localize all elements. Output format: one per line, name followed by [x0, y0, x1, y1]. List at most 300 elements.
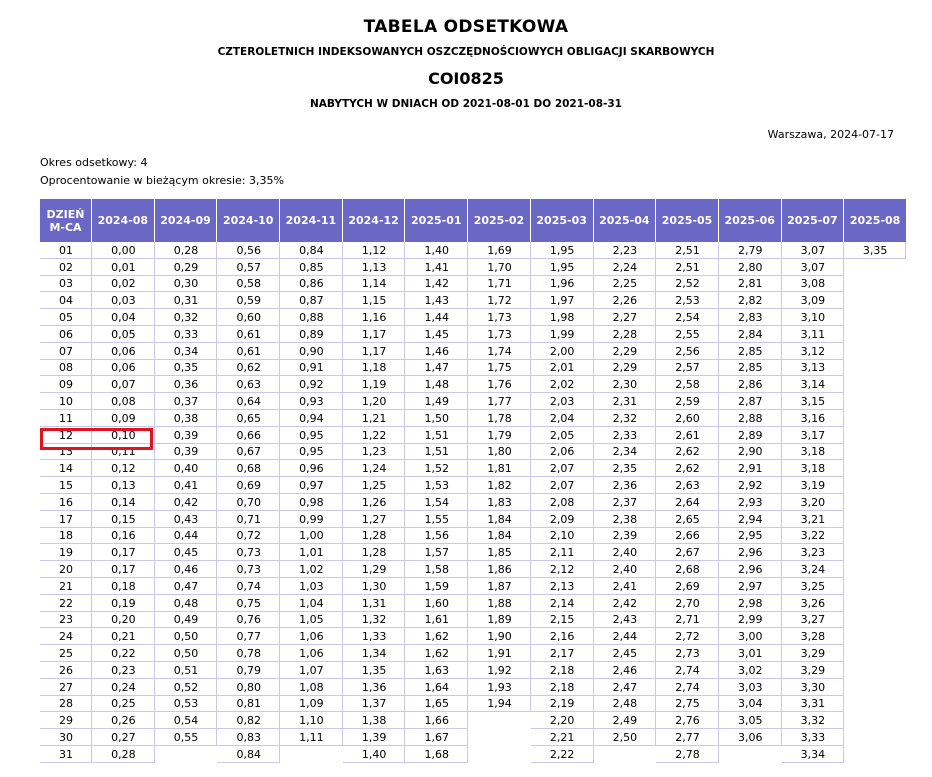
value-cell: 1,69	[468, 242, 531, 259]
value-cell: 1,28	[343, 528, 406, 545]
value-cell: 2,72	[656, 628, 719, 645]
value-cell: 0,39	[155, 444, 218, 461]
day-cell: 11	[40, 410, 92, 427]
month-column-header: 2024-09	[155, 199, 218, 242]
value-cell: 2,15	[531, 612, 594, 629]
value-cell: 2,96	[719, 544, 782, 561]
value-cell: 2,35	[594, 460, 657, 477]
value-cell: 1,19	[343, 376, 406, 393]
value-cell: 1,36	[343, 679, 406, 696]
value-cell: 0,61	[217, 326, 280, 343]
value-cell: 2,59	[656, 393, 719, 410]
value-cell	[844, 360, 906, 377]
value-cell: 1,94	[468, 696, 531, 713]
day-cell: 01	[40, 242, 92, 259]
value-cell: 3,01	[719, 645, 782, 662]
day-cell: 12	[40, 427, 92, 444]
value-cell: 0,28	[92, 746, 155, 763]
table-row	[40, 410, 906, 427]
value-cell: 2,56	[656, 343, 719, 360]
value-cell: 0,39	[155, 427, 218, 444]
value-cell: 1,41	[405, 259, 468, 276]
month-column-header: 2024-11	[280, 199, 343, 242]
value-cell: 1,74	[468, 343, 531, 360]
value-cell: 0,65	[217, 410, 280, 427]
table-row	[40, 292, 906, 309]
day-cell: 03	[40, 276, 92, 293]
value-cell: 0,73	[217, 561, 280, 578]
value-cell: 1,25	[343, 477, 406, 494]
value-cell: 0,60	[217, 309, 280, 326]
value-cell: 1,56	[405, 528, 468, 545]
interest-period: Okres odsetkowy: 4	[40, 156, 148, 169]
value-cell: 1,17	[343, 343, 406, 360]
value-cell: 1,67	[405, 729, 468, 746]
value-cell: 1,73	[468, 309, 531, 326]
table-row	[40, 612, 906, 629]
value-cell: 0,66	[217, 427, 280, 444]
value-cell: 1,84	[468, 528, 531, 545]
value-cell	[844, 259, 906, 276]
value-cell	[844, 729, 906, 746]
value-cell	[468, 729, 531, 746]
value-cell: 2,08	[531, 494, 594, 511]
value-cell: 2,99	[719, 612, 782, 629]
value-cell: 0,34	[155, 343, 218, 360]
value-cell	[844, 477, 906, 494]
value-cell: 2,18	[531, 662, 594, 679]
value-cell: 0,10	[92, 427, 155, 444]
value-cell: 1,10	[280, 712, 343, 729]
value-cell: 0,48	[155, 595, 218, 612]
value-cell: 3,04	[719, 696, 782, 713]
value-cell: 0,45	[155, 544, 218, 561]
value-cell: 1,86	[468, 561, 531, 578]
value-cell: 0,93	[280, 393, 343, 410]
value-cell: 0,28	[155, 242, 218, 259]
value-cell: 0,99	[280, 511, 343, 528]
value-cell: 2,06	[531, 444, 594, 461]
value-cell: 0,59	[217, 292, 280, 309]
value-cell: 2,28	[594, 326, 657, 343]
value-cell: 0,68	[217, 460, 280, 477]
purchase-range: NABYTYCH W DNIACH OD 2021-08-01 DO 2021-08-31	[310, 98, 622, 110]
value-cell: 0,71	[217, 511, 280, 528]
value-cell	[844, 494, 906, 511]
value-cell: 1,24	[343, 460, 406, 477]
value-cell: 1,16	[343, 309, 406, 326]
value-cell: 2,80	[719, 259, 782, 276]
value-cell	[844, 746, 906, 763]
value-cell: 1,43	[405, 292, 468, 309]
value-cell: 0,16	[92, 528, 155, 545]
bond-code: COI0825	[428, 69, 504, 88]
value-cell: 1,48	[405, 376, 468, 393]
value-cell: 2,07	[531, 477, 594, 494]
value-cell: 2,36	[594, 477, 657, 494]
value-cell: 2,41	[594, 578, 657, 595]
value-cell: 0,49	[155, 612, 218, 629]
value-cell: 2,11	[531, 544, 594, 561]
value-cell: 0,58	[217, 276, 280, 293]
value-cell: 0,95	[280, 444, 343, 461]
table-row	[40, 511, 906, 528]
value-cell: 1,06	[280, 645, 343, 662]
value-cell	[844, 292, 906, 309]
value-cell: 0,27	[92, 729, 155, 746]
value-cell: 0,62	[217, 360, 280, 377]
value-cell: 3,23	[782, 544, 845, 561]
value-cell: 3,18	[782, 444, 845, 461]
month-column-header: 2025-05	[656, 199, 719, 242]
value-cell: 2,55	[656, 326, 719, 343]
value-cell: 2,27	[594, 309, 657, 326]
value-cell: 3,00	[719, 628, 782, 645]
value-cell: 1,91	[468, 645, 531, 662]
value-cell: 0,33	[155, 326, 218, 343]
month-column-header: 2025-07	[782, 199, 845, 242]
value-cell: 0,92	[280, 376, 343, 393]
table-row	[40, 746, 906, 763]
table-row	[40, 242, 906, 259]
value-cell: 0,47	[155, 578, 218, 595]
value-cell: 3,08	[782, 276, 845, 293]
value-cell: 1,23	[343, 444, 406, 461]
value-cell: 0,06	[92, 360, 155, 377]
value-cell: 1,75	[468, 360, 531, 377]
value-cell: 2,98	[719, 595, 782, 612]
value-cell: 0,50	[155, 645, 218, 662]
value-cell: 0,21	[92, 628, 155, 645]
day-cell: 22	[40, 595, 92, 612]
table-row	[40, 309, 906, 326]
value-cell: 1,05	[280, 612, 343, 629]
month-column-header: 2024-10	[217, 199, 280, 242]
value-cell: 2,46	[594, 662, 657, 679]
value-cell: 0,61	[217, 343, 280, 360]
value-cell: 1,34	[343, 645, 406, 662]
value-cell: 1,35	[343, 662, 406, 679]
value-cell: 0,77	[217, 628, 280, 645]
value-cell: 2,66	[656, 528, 719, 545]
value-cell: 2,30	[594, 376, 657, 393]
value-cell: 0,31	[155, 292, 218, 309]
value-cell: 2,94	[719, 511, 782, 528]
value-cell: 0,06	[92, 343, 155, 360]
value-cell: 2,58	[656, 376, 719, 393]
table-row	[40, 561, 906, 578]
value-cell	[844, 511, 906, 528]
value-cell: 0,84	[280, 242, 343, 259]
day-column-header	[40, 199, 92, 242]
value-cell: 0,96	[280, 460, 343, 477]
table-row	[40, 662, 906, 679]
value-cell: 1,65	[405, 696, 468, 713]
value-cell: 3,34	[782, 746, 845, 763]
value-cell: 2,29	[594, 360, 657, 377]
value-cell: 0,97	[280, 477, 343, 494]
value-cell: 2,85	[719, 360, 782, 377]
table-row	[40, 460, 906, 477]
value-cell: 3,11	[782, 326, 845, 343]
value-cell: 1,33	[343, 628, 406, 645]
day-cell: 10	[40, 393, 92, 410]
value-cell: 1,99	[531, 326, 594, 343]
value-cell: 2,25	[594, 276, 657, 293]
day-cell: 07	[40, 343, 92, 360]
value-cell: 0,02	[92, 276, 155, 293]
value-cell: 0,67	[217, 444, 280, 461]
value-cell: 1,30	[343, 578, 406, 595]
table-row	[40, 528, 906, 545]
value-cell: 0,78	[217, 645, 280, 662]
value-cell: 2,71	[656, 612, 719, 629]
value-cell: 1,88	[468, 595, 531, 612]
value-cell: 2,26	[594, 292, 657, 309]
table-body	[40, 242, 906, 763]
month-column-header: 2025-01	[405, 199, 468, 242]
value-cell: 0,38	[155, 410, 218, 427]
value-cell	[844, 276, 906, 293]
value-cell: 2,70	[656, 595, 719, 612]
value-cell: 2,31	[594, 393, 657, 410]
value-cell: 3,32	[782, 712, 845, 729]
value-cell: 1,87	[468, 578, 531, 595]
value-cell: 0,91	[280, 360, 343, 377]
value-cell: 0,13	[92, 477, 155, 494]
value-cell: 0,24	[92, 679, 155, 696]
table-row	[40, 578, 906, 595]
table-row	[40, 696, 906, 713]
value-cell: 0,03	[92, 292, 155, 309]
value-cell: 2,84	[719, 326, 782, 343]
value-cell: 3,05	[719, 712, 782, 729]
value-cell: 1,51	[405, 444, 468, 461]
value-cell: 0,74	[217, 578, 280, 595]
document-title: TABELA ODSETKOWA	[363, 17, 569, 37]
value-cell: 2,10	[531, 528, 594, 545]
value-cell: 2,90	[719, 444, 782, 461]
value-cell: 2,24	[594, 259, 657, 276]
value-cell: 1,12	[343, 242, 406, 259]
value-cell: 2,18	[531, 679, 594, 696]
day-cell: 23	[40, 612, 92, 629]
table-row	[40, 544, 906, 561]
value-cell: 2,68	[656, 561, 719, 578]
value-cell: 1,15	[343, 292, 406, 309]
value-cell: 3,07	[782, 259, 845, 276]
value-cell: 0,63	[217, 376, 280, 393]
day-cell: 20	[40, 561, 92, 578]
value-cell: 0,81	[217, 696, 280, 713]
value-cell: 0,79	[217, 662, 280, 679]
value-cell	[844, 578, 906, 595]
day-cell: 17	[40, 511, 92, 528]
value-cell: 1,04	[280, 595, 343, 612]
day-cell: 18	[40, 528, 92, 545]
value-cell: 3,20	[782, 494, 845, 511]
value-cell: 1,21	[343, 410, 406, 427]
table-row	[40, 276, 906, 293]
value-cell: 0,20	[92, 612, 155, 629]
value-cell: 0,90	[280, 343, 343, 360]
value-cell: 3,35	[844, 242, 906, 259]
value-cell: 1,71	[468, 276, 531, 293]
value-cell: 2,82	[719, 292, 782, 309]
value-cell: 2,51	[656, 242, 719, 259]
value-cell: 0,29	[155, 259, 218, 276]
table-row	[40, 679, 906, 696]
value-cell: 2,40	[594, 544, 657, 561]
value-cell: 3,10	[782, 309, 845, 326]
value-cell	[719, 746, 782, 763]
value-cell: 1,97	[531, 292, 594, 309]
day-cell: 09	[40, 376, 92, 393]
value-cell: 2,97	[719, 578, 782, 595]
value-cell: 1,83	[468, 494, 531, 511]
value-cell	[844, 343, 906, 360]
value-cell: 1,00	[280, 528, 343, 545]
value-cell: 2,63	[656, 477, 719, 494]
value-cell: 0,37	[155, 393, 218, 410]
value-cell: 2,92	[719, 477, 782, 494]
month-column-header: 2025-02	[468, 199, 531, 242]
value-cell: 2,07	[531, 460, 594, 477]
value-cell: 1,80	[468, 444, 531, 461]
value-cell: 0,32	[155, 309, 218, 326]
value-cell: 0,83	[217, 729, 280, 746]
value-cell: 0,89	[280, 326, 343, 343]
value-cell: 0,35	[155, 360, 218, 377]
value-cell: 0,15	[92, 511, 155, 528]
value-cell: 3,16	[782, 410, 845, 427]
value-cell	[844, 544, 906, 561]
value-cell: 2,83	[719, 309, 782, 326]
value-cell: 1,28	[343, 544, 406, 561]
value-cell: 3,26	[782, 595, 845, 612]
value-cell	[844, 427, 906, 444]
value-cell	[844, 628, 906, 645]
value-cell: 2,13	[531, 578, 594, 595]
value-cell: 2,60	[656, 410, 719, 427]
day-cell: 26	[40, 662, 92, 679]
value-cell: 3,17	[782, 427, 845, 444]
value-cell: 1,44	[405, 309, 468, 326]
value-cell	[844, 376, 906, 393]
value-cell: 2,29	[594, 343, 657, 360]
value-cell: 1,06	[280, 628, 343, 645]
interest-table	[40, 199, 906, 763]
value-cell: 2,96	[719, 561, 782, 578]
value-cell: 1,53	[405, 477, 468, 494]
value-cell: 2,21	[531, 729, 594, 746]
value-cell: 0,52	[155, 679, 218, 696]
value-cell: 2,45	[594, 645, 657, 662]
table-row	[40, 477, 906, 494]
value-cell: 1,70	[468, 259, 531, 276]
value-cell: 0,17	[92, 544, 155, 561]
value-cell: 1,02	[280, 561, 343, 578]
value-cell: 1,46	[405, 343, 468, 360]
value-cell: 1,61	[405, 612, 468, 629]
value-cell: 2,38	[594, 511, 657, 528]
value-cell: 1,11	[280, 729, 343, 746]
value-cell: 2,34	[594, 444, 657, 461]
value-cell: 0,04	[92, 309, 155, 326]
value-cell: 2,22	[531, 746, 594, 763]
value-cell: 2,02	[531, 376, 594, 393]
value-cell: 3,07	[782, 242, 845, 259]
value-cell: 0,51	[155, 662, 218, 679]
value-cell	[844, 528, 906, 545]
value-cell: 2,73	[656, 645, 719, 662]
value-cell: 0,85	[280, 259, 343, 276]
value-cell: 0,30	[155, 276, 218, 293]
value-cell: 3,33	[782, 729, 845, 746]
value-cell	[844, 612, 906, 629]
value-cell: 2,12	[531, 561, 594, 578]
day-cell: 06	[40, 326, 92, 343]
value-cell: 1,76	[468, 376, 531, 393]
day-cell: 05	[40, 309, 92, 326]
value-cell: 1,89	[468, 612, 531, 629]
value-cell: 2,20	[531, 712, 594, 729]
value-cell: 1,17	[343, 326, 406, 343]
value-cell	[844, 679, 906, 696]
value-cell: 2,57	[656, 360, 719, 377]
value-cell: 1,62	[405, 645, 468, 662]
day-cell: 25	[40, 645, 92, 662]
value-cell: 1,18	[343, 360, 406, 377]
value-cell: 0,05	[92, 326, 155, 343]
day-cell: 15	[40, 477, 92, 494]
value-cell: 2,50	[594, 729, 657, 746]
place-date: Warszawa, 2024-07-17	[767, 128, 894, 141]
value-cell: 2,65	[656, 511, 719, 528]
value-cell: 3,29	[782, 662, 845, 679]
value-cell: 3,18	[782, 460, 845, 477]
value-cell: 2,16	[531, 628, 594, 645]
value-cell	[844, 393, 906, 410]
value-cell: 1,03	[280, 578, 343, 595]
value-cell: 3,27	[782, 612, 845, 629]
value-cell: 2,39	[594, 528, 657, 545]
value-cell: 1,92	[468, 662, 531, 679]
value-cell: 1,26	[343, 494, 406, 511]
table-row	[40, 360, 906, 377]
value-cell: 1,66	[405, 712, 468, 729]
value-cell: 1,29	[343, 561, 406, 578]
value-cell	[280, 746, 343, 763]
value-cell: 0,86	[280, 276, 343, 293]
value-cell: 0,42	[155, 494, 218, 511]
value-cell: 1,79	[468, 427, 531, 444]
value-cell: 2,69	[656, 578, 719, 595]
value-cell: 2,51	[656, 259, 719, 276]
day-cell: 24	[40, 628, 92, 645]
day-cell: 28	[40, 696, 92, 713]
value-cell: 0,64	[217, 393, 280, 410]
value-cell: 2,47	[594, 679, 657, 696]
value-cell: 3,30	[782, 679, 845, 696]
value-cell: 3,28	[782, 628, 845, 645]
value-cell: 2,17	[531, 645, 594, 662]
value-cell: 0,56	[217, 242, 280, 259]
month-column-header: 2025-06	[719, 199, 782, 242]
value-cell: 1,55	[405, 511, 468, 528]
value-cell: 2,79	[719, 242, 782, 259]
value-cell: 2,37	[594, 494, 657, 511]
